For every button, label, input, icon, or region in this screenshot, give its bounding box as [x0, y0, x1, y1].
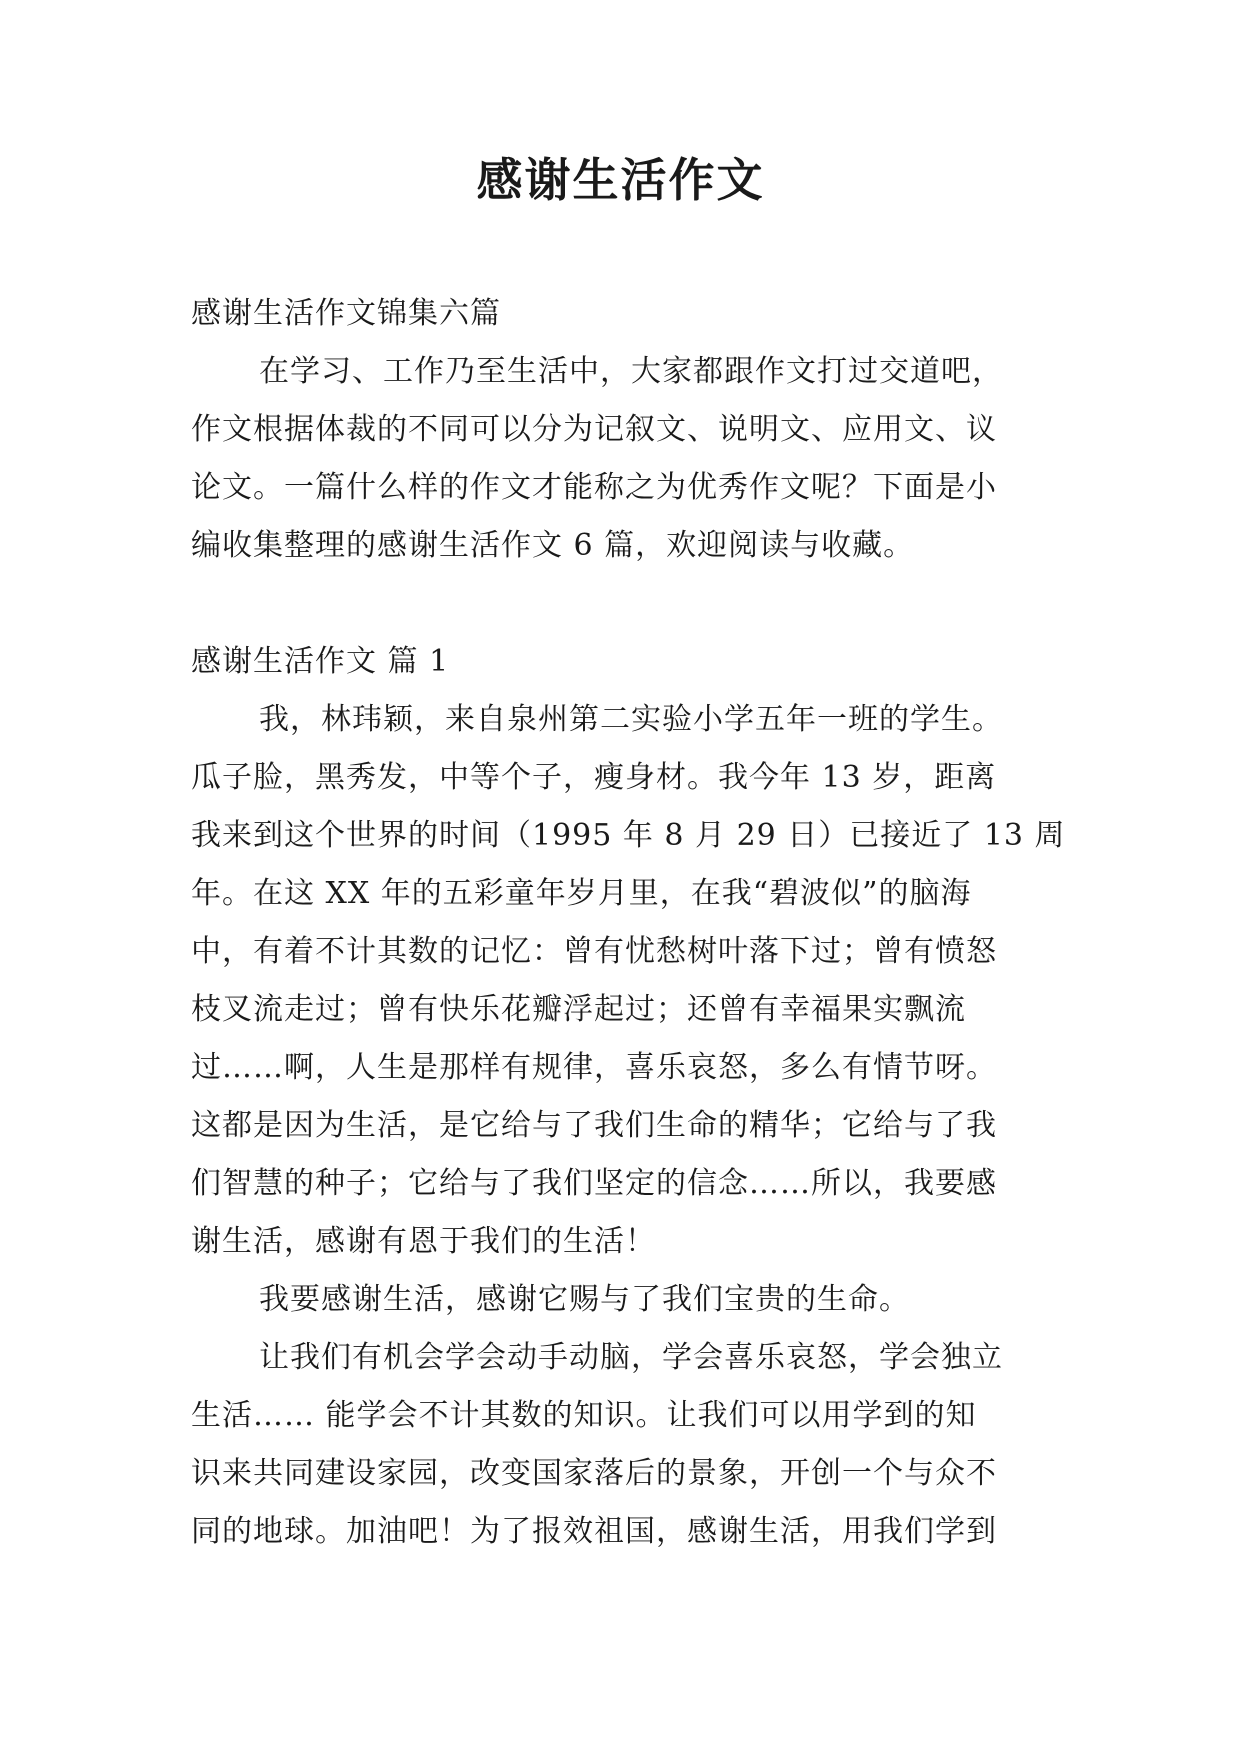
body-line: 我来到这个世界的时间（1995 年 8 月 29 日）已接近了 13 周: [191, 818, 1066, 853]
paragraph-gap: [191, 575, 1071, 633]
body-line: 识来共同建设家园，改变国家落后的景象，开创一个与众不: [191, 1456, 997, 1491]
intro-line: 编收集整理的感谢生活作文 6 篇，欢迎阅读与收藏。: [191, 528, 915, 563]
intro-paragraph: [191, 343, 1071, 575]
intro-line: 作文根据体裁的不同可以分为记叙文、说明文、应用文、议: [191, 412, 997, 447]
body-line: 过……啊，人生是那样有规律，喜乐哀怒，多么有情节呀。: [191, 1050, 997, 1085]
document-title: 感谢生活作文: [476, 153, 765, 207]
intro-line: 在学习、工作乃至生活中，大家都跟作文打过交道吧，: [259, 354, 1003, 389]
body-line: 们智慧的种子；它给与了我们坚定的信念……所以，我要感: [191, 1166, 997, 1201]
body-line: 生活…… 能学会不计其数的知识。让我们可以用学到的知: [191, 1398, 977, 1433]
body-line: 中，有着不计其数的记忆：曾有忧愁树叶落下过；曾有愤怒: [191, 934, 997, 969]
document-body: [191, 285, 1071, 1561]
body-line: 这都是因为生活，是它给与了我们生命的精华；它给与了我: [191, 1108, 997, 1143]
body-line: 瓜子脸，黑秀发，中等个子，瘦身材。我今年 13 岁，距离: [191, 760, 997, 795]
intro-line: 论文。一篇什么样的作文才能称之为优秀作文呢？下面是小: [191, 470, 997, 505]
collection-subtitle: 感谢生活作文锦集六篇: [191, 296, 501, 331]
body-line: 年。在这 XX 年的五彩童年岁月里，在我“碧波似”的脑海: [191, 876, 972, 911]
section1-paragraph-3: [191, 1329, 1071, 1561]
section1-paragraph-2: [191, 1271, 1071, 1329]
body-line: 同的地球。加油吧！为了报效祖国，感谢生活，用我们学到: [191, 1514, 997, 1549]
section-heading: 感谢生活作文 篇 1: [191, 644, 450, 679]
body-line: 我要感谢生活，感谢它赐与了我们宝贵的生命。: [259, 1282, 910, 1317]
body-line: 枝叉流走过；曾有快乐花瓣浮起过；还曾有幸福果实飘流: [191, 992, 966, 1027]
body-line: 我，林玮颖，来自泉州第二实验小学五年一班的学生。: [259, 702, 1003, 737]
body-line: 谢生活，感谢有恩于我们的生活！: [191, 1224, 656, 1259]
section1-paragraph-1: [191, 691, 1071, 1271]
body-line: 让我们有机会学会动手动脑，学会喜乐哀怒，学会独立: [259, 1340, 1003, 1375]
